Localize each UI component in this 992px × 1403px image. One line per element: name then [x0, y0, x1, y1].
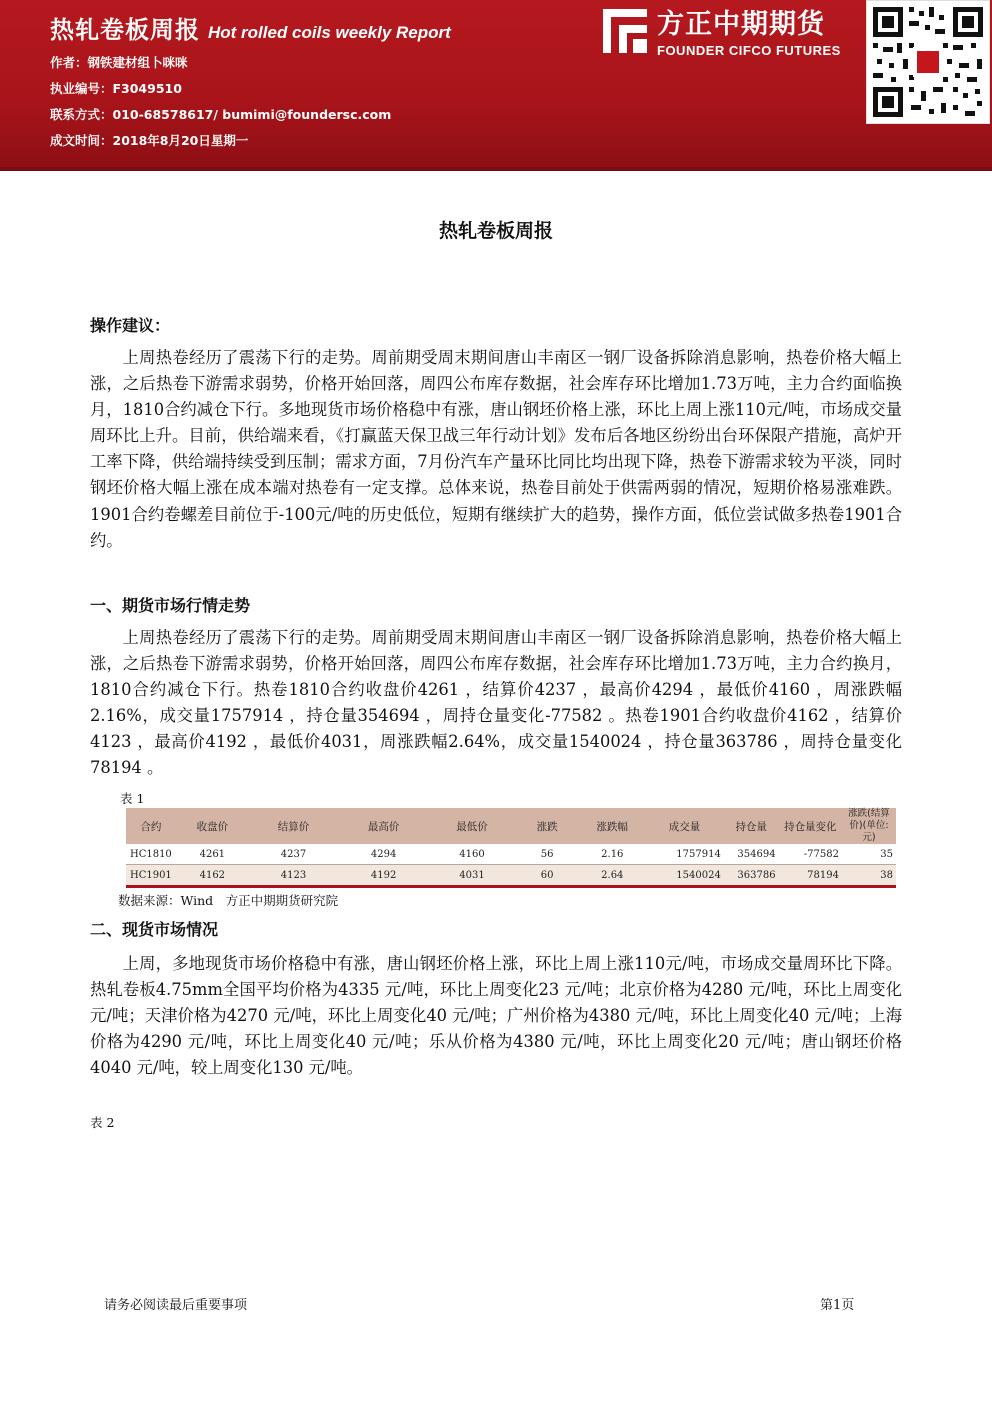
document-title: 热轧卷板周报 — [438, 220, 553, 242]
table-cell: 35 — [842, 844, 896, 865]
operation-advice-heading: 操作建议： — [90, 316, 171, 335]
table-header-cell: 最低价 — [429, 808, 515, 844]
report-title-row — [50, 10, 451, 48]
table1-source: 数据来源：Wind 方正中期期货研究院 — [118, 893, 339, 908]
report-title-cn: 热轧卷板周报 — [50, 16, 200, 44]
company-logo — [603, 9, 841, 58]
table-cell: 4031 — [429, 865, 515, 887]
table-header-cell: 结算价 — [249, 808, 338, 844]
table-header-cell: 最高价 — [338, 808, 429, 844]
section-futures-heading: 一、期货市场行情走势 — [90, 596, 251, 615]
table-cell: HC1901 — [126, 865, 176, 887]
table-cell: 4160 — [429, 844, 515, 865]
logo-name-cn: 方正中期期货 — [657, 9, 825, 40]
table-cell: 1540024 — [645, 865, 724, 887]
report-title-en: Hot rolled coils weekly Report — [208, 23, 451, 42]
table-header-cell: 涨跌 — [515, 808, 580, 844]
table-cell: 4261 — [176, 844, 249, 865]
logo-name-en: FOUNDER CIFCO FUTURES — [657, 43, 841, 58]
table-header-cell: 收盘价 — [176, 808, 249, 844]
section-spot-text: 上周，多地现货市场价格稳中有涨，唐山钢坯价格上涨，环比上周上涨110元/吨，市场成交量周环比下降。热轧卷板4.75mm全国平均价格为4335 元/吨，环比上周变化23 元/吨；北京价格为4280 元/吨，环比上周变化元/吨；天津价格为4270 元/吨，环比上周变化40 元/吨；广州价格为4380 元/吨，环比上周变化40 元/吨；上海价格为4290 元/吨，环比上周变化40 元/吨；乐从价格为4380 元/吨，环比上周变化20 元/吨；唐山钢坯价格4040 元/吨，较上周变化130 元/吨。 — [90, 954, 902, 1078]
table-cell: 363786 — [724, 865, 779, 887]
footer-disclaimer: 请务必阅读最后重要事项 — [104, 1298, 248, 1313]
table-cell: HC1810 — [126, 844, 176, 865]
table-row — [126, 844, 896, 865]
table-cell: 60 — [515, 865, 580, 887]
section-futures-text: 上周热卷经历了震荡下行的走势。周前期受周末期间唐山丰南区一钢厂设备拆除消息影响，热卷价格大幅上涨，之后热卷下游需求弱势，价格开始回落，周四公布库存数据，社会库存环比增加1.73万吨，主力合约换月，1810合约减仓下行。热卷1810合约收盘价4261 ，结算价4237 ，最高价4294 ，最低价4160 ，周涨跌幅2.16%，成交量1757914 ，持仓量354694 ，周持仓量变化-77582 。热卷1901合约收盘价4162 ，结算价4123 ，最高价4192 ，最低价4031，周涨跌幅2.64%，成交量1540024 ，持仓量363786 ，周持仓量变化78194 。 — [90, 628, 902, 778]
table-cell: 4237 — [249, 844, 338, 865]
table-cell: 2.64 — [579, 865, 645, 887]
table-cell: 2.16 — [579, 844, 645, 865]
author-line: 作者：钢铁建材组卜咪咪 — [50, 55, 188, 70]
table-cell: 78194 — [779, 865, 842, 887]
table-header-cell: 持仓量 — [724, 808, 779, 844]
table-header-row — [126, 808, 896, 844]
table-cell: 4294 — [338, 844, 429, 865]
table1-label: 表 1 — [120, 791, 145, 806]
date-line: 成文时间：2018年8月20日星期一 — [50, 133, 249, 148]
futures-data-table — [126, 808, 896, 888]
qr-code-icon — [866, 0, 990, 124]
header-divider — [0, 167, 992, 171]
table-cell: 4192 — [338, 865, 429, 887]
table-header-cell: 成交量 — [645, 808, 724, 844]
table-row — [126, 865, 896, 887]
table-cell: -77582 — [779, 844, 842, 865]
table-cell: 354694 — [724, 844, 779, 865]
table-header-cell: 持仓量变化 — [779, 808, 842, 844]
report-header — [0, 0, 992, 167]
table-header-cell: 涨跌幅 — [579, 808, 645, 844]
founder-logo-icon — [603, 9, 647, 53]
table-cell: 4162 — [176, 865, 249, 887]
page-number: 第1页 — [820, 1298, 855, 1313]
table-header-cell: 涨跌(结算价)(单位:元) — [842, 808, 896, 844]
table-cell: 4123 — [249, 865, 338, 887]
license-line: 执业编号：F3049510 — [50, 81, 182, 96]
author-meta — [50, 56, 391, 160]
table-header-cell: 合约 — [126, 808, 176, 844]
table-cell: 56 — [515, 844, 580, 865]
table2-label: 表 2 — [90, 1115, 115, 1130]
operation-advice-text: 上周热卷经历了震荡下行的走势。周前期受周末期间唐山丰南区一钢厂设备拆除消息影响，热卷价格大幅上涨，之后热卷下游需求弱势，价格开始回落，周四公布库存数据，社会库存环比增加1.73万吨，主力合约面临换月，1810合约减仓下行。多地现货市场价格稳中有涨，唐山钢坯价格上涨，环比上周上涨110元/吨，市场成交量周环比上升。目前，供给端来看，《打赢蓝天保卫战三年行动计划》发布后各地区纷纷出台环保限产措施，高炉开工率下降，供给端持续受到压制；需求方面，7月份汽车产量环比同比均出现下降，热卷下游需求较为平淡，同时钢坯价格大幅上涨在成本端对热卷有一定支撑。总体来说，热卷目前处于供需两弱的情况，短期价格易涨难跌。1901合约卷螺差目前位于-100元/吨的历史低位，短期有继续扩大的趋势，操作方面，低位尝试做多热卷1901合约。 — [90, 348, 902, 550]
table-cell: 1757914 — [645, 844, 724, 865]
table-cell: 38 — [842, 865, 896, 887]
contact-line: 联系方式：010-68578617/ bumimi@foundersc.com — [50, 107, 392, 122]
section-spot-heading: 二、现货市场情况 — [90, 920, 219, 939]
